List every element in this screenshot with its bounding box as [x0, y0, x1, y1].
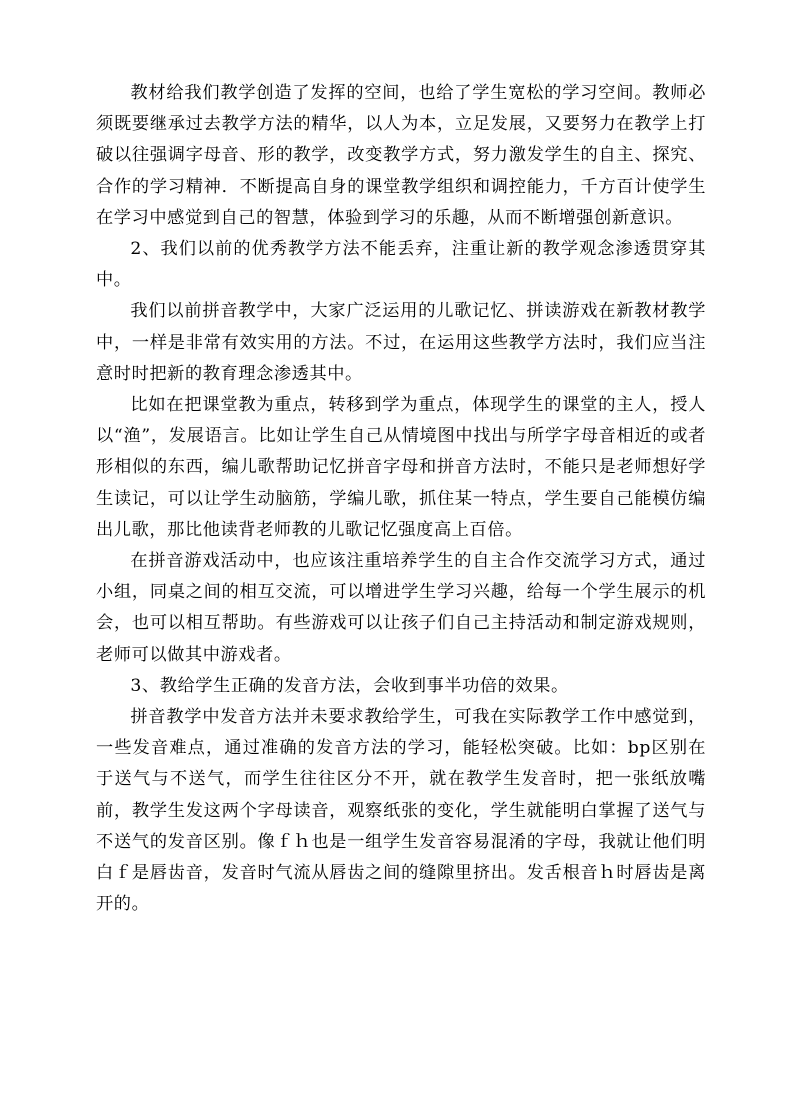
document-body	[96, 78, 706, 920]
paragraph-pinyin-games: 在拼音游戏活动中，也应该注重培养学生的自主合作交流学习方式，通过小组，同桌之间的相互交流，可以增进学生学习兴趣，给每一个学生展示的机会，也可以相互帮助。有些游戏可以让孩子们自己主持活动和制定游戏规则，老师可以做其中游戏者。	[96, 551, 706, 665]
paragraph-pinyin-methods: 我们以前拼音教学中，大家广泛运用的儿歌记忆、拼读游戏在新教材教学中，一样是非常有效实用的方法。不过，在运用这些教学方法时，我们应当注意时时把新的教育理念渗透其中。	[96, 301, 706, 384]
paragraph-pronunciation-methods: 拼音教学中发音方法并未要求教给学生，可我在实际教学工作中感觉到，一些发音难点，通过准确的发音方法的学习，能轻松突破。比如：bp区别在于送气与不送气，而学生往往区分不开，就在教学生发音时，把一张纸放嘴前，教学生发这两个字母读音，观察纸张的变化，学生就能明白掌握了送气与不送气的发音区别。像ｆｈ也是一组学生发音容易混淆的字母，我就让他们明白ｆ是唇齿音，发音时气流从唇齿之间的缝隙里挤出。发舌根音ｈ时唇齿是离开的。	[96, 707, 706, 915]
paragraph-student-centered: 比如在把课堂教为重点，转移到学为重点，体现学生的课堂的主人，授人以“渔”，发展语言。比如让学生自己从情境图中找出与所学字母音相近的或者形相似的东西，编儿歌帮助记忆拼音字母和拼音方法时，不能只是老师想好学生读记，可以让学生动脑筋，学编儿歌，抓住某一特点，学生要自己能模仿编出儿歌，那比他读背老师教的儿歌记忆强度高上百倍。	[96, 395, 706, 540]
paragraph-point-3-heading: 3、教给学生正确的发音方法，会收到事半功倍的效果。	[130, 675, 569, 696]
paragraph-teaching-space: 教材给我们教学创造了发挥的空间，也给了学生宽松的学习空间。教师必须既要继承过去教学方法的精华，以人为本，立足发展，又要努力在教学上打破以往强调字母音、形的教学，改变教学方式，努力激发学生的自主、探究、合作的学习精神．不断提高自身的课堂教学组织和调控能力，千方百计使学生在学习中感觉到自己的智慧，体验到学习的乐趣，从而不断增强创新意识。	[96, 83, 706, 228]
paragraph-point-2-heading: 2、我们以前的优秀教学方法不能丢弃，注重让新的教学观念渗透贯穿其中。	[96, 239, 706, 291]
